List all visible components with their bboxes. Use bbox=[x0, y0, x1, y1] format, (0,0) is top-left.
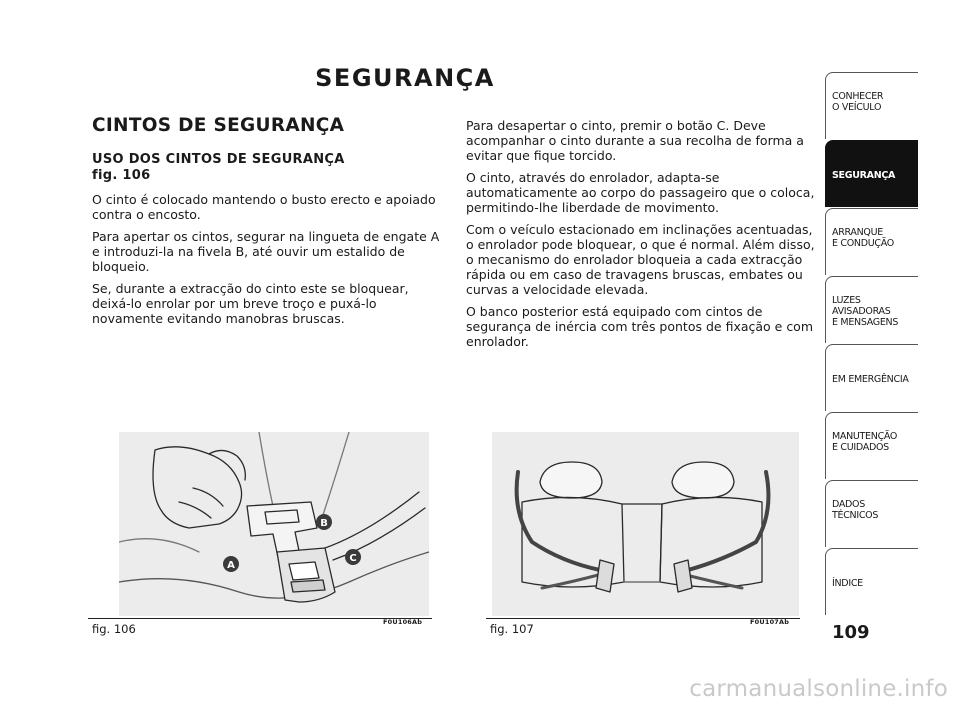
figure-label-c: C bbox=[349, 553, 357, 564]
sidebar-tab-em-emergencia[interactable]: EM EMERGÊNCIA bbox=[825, 344, 918, 411]
paragraph: O cinto é colocado mantendo o busto erecto e apoiado contra o encosto. bbox=[92, 192, 436, 222]
paragraph: Para desapertar o cinto, premir o botão C. Deve acompanhar o cinto durante a sua recolha de forma a evitar que fique torcido. bbox=[466, 118, 804, 163]
right-column bbox=[466, 118, 816, 356]
sidebar-tab-manutencao[interactable]: MANUTENÇÃO E CUIDADOS bbox=[825, 412, 918, 479]
figure-label-a: A bbox=[227, 560, 235, 571]
page-number: 109 bbox=[832, 622, 870, 643]
paragraph: Com o veículo estacionado em inclinações acentuadas, o enrolador pode bloquear, o que é normal. Além disso, o mecanismo do enrolador bloqueia a cada extracção rápida ou em caso de travagens bruscas, embates ou curvas a velocidade elevada. bbox=[466, 222, 815, 297]
figure-divider bbox=[88, 618, 432, 619]
figure-107-illustration bbox=[492, 432, 799, 616]
paragraph: O banco posterior está equipado com cintos de segurança de inércia com três pontos de fixação e com enrolador. bbox=[466, 304, 814, 349]
sidebar-tab-arranque-e-conducao[interactable]: ARRANQUE E CONDUÇÃO bbox=[825, 208, 918, 275]
subsection-title bbox=[92, 152, 345, 184]
paragraph: Se, durante a extracção do cinto este se bloquear, deixá-lo enrolar por um breve troço e puxá-lo novamente evitando manobras bruscas. bbox=[92, 281, 409, 326]
subsection-title-line: USO DOS CINTOS DE SEGURANÇA bbox=[92, 152, 345, 167]
watermark: carmanualsonline.info bbox=[689, 676, 948, 702]
figure-label-b: B bbox=[320, 518, 328, 529]
sidebar-tab-seguranca[interactable]: SEGURANÇA bbox=[825, 140, 918, 207]
figure-106-caption: fig. 106 bbox=[92, 622, 136, 636]
sidebar-tab-indice[interactable]: ÍNDICE bbox=[825, 548, 918, 615]
left-column bbox=[92, 192, 444, 333]
paragraph: Para apertar os cintos, segurar na lingueta de engate A e introduzi-la na fivela B, até ouvir um estalido de bloqueio. bbox=[92, 229, 440, 274]
figure-106-illustration bbox=[119, 432, 429, 616]
figure-106-code: F0U106Ab bbox=[383, 618, 423, 626]
sidebar-tab-luzes-avisadoras[interactable]: LUZES AVISADORAS E MENSAGENS bbox=[825, 276, 918, 343]
paragraph: O cinto, através do enrolador, adapta-se automaticamente ao corpo do passageiro que o coloca, permitindo-lhe liberdade de movimento. bbox=[466, 170, 815, 215]
figure-107-code: F0U107Ab bbox=[750, 618, 790, 626]
subsection-figure-ref: fig. 106 bbox=[92, 168, 151, 183]
figure-107-caption: fig. 107 bbox=[490, 622, 534, 636]
sidebar-tab-dados-tecnicos[interactable]: DADOS TÉCNICOS bbox=[825, 480, 918, 547]
sidebar-tab-conhecer-o-veiculo[interactable]: CONHECER O VEÍCULO bbox=[825, 72, 918, 139]
page-header-title: SEGURANÇA bbox=[315, 64, 495, 92]
section-title: CINTOS DE SEGURANÇA bbox=[92, 115, 345, 136]
chapter-sidebar bbox=[825, 72, 918, 616]
